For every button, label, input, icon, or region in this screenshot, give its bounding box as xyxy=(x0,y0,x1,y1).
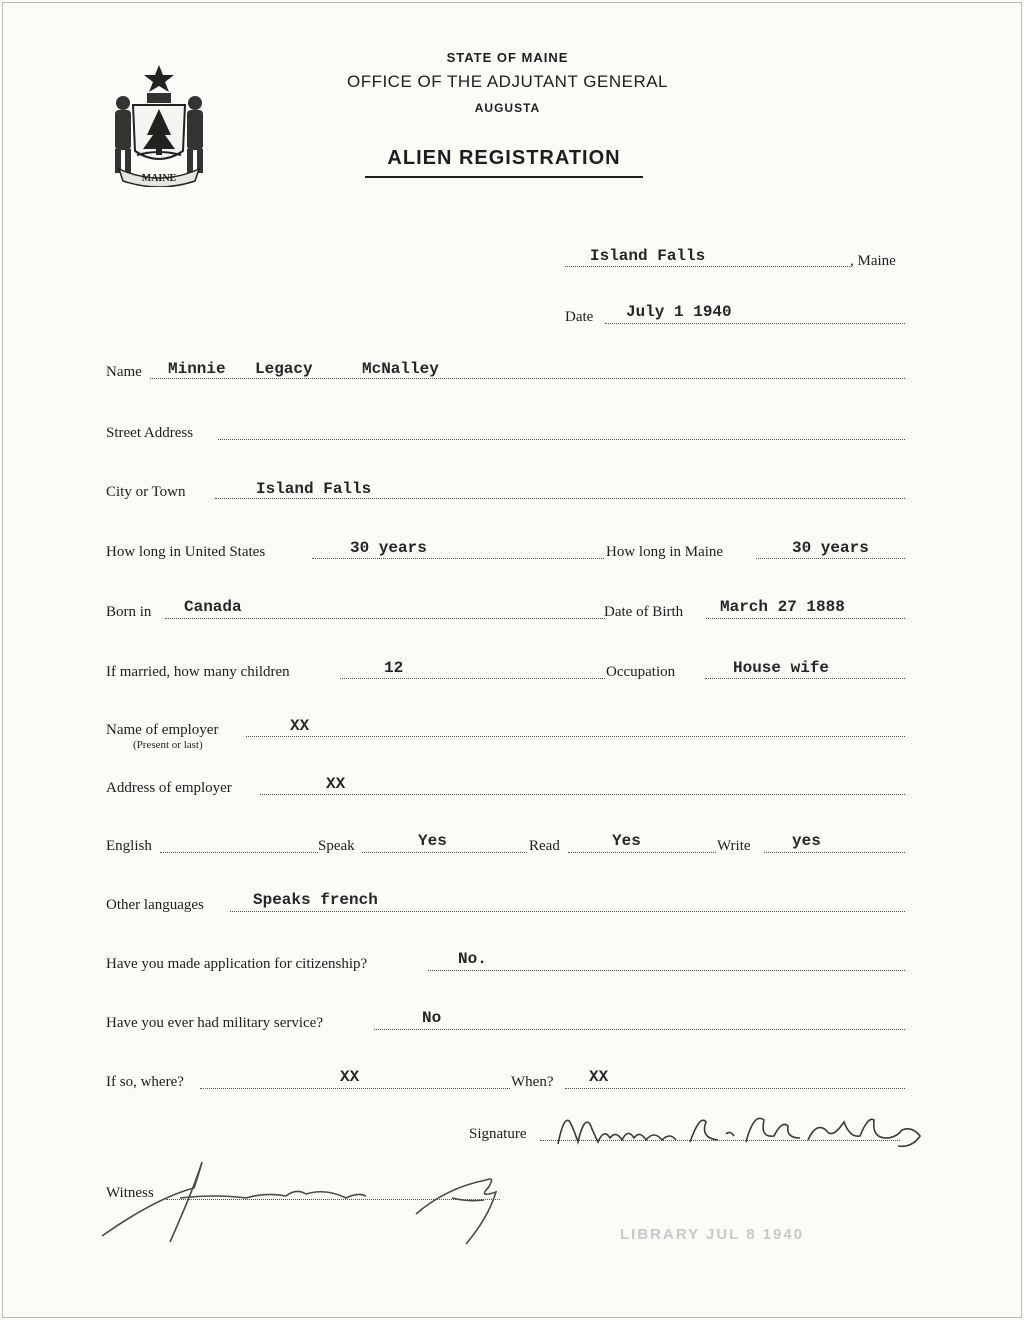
born-value: Canada xyxy=(184,598,242,616)
read-line xyxy=(568,852,716,853)
military-line xyxy=(374,1029,905,1030)
place-line xyxy=(565,266,850,267)
where-label: If so, where? xyxy=(106,1074,184,1090)
speak-value: Yes xyxy=(418,832,447,850)
children-line xyxy=(340,678,605,679)
dob-line xyxy=(706,618,905,619)
witness-label: Witness xyxy=(106,1185,154,1201)
employer-address-label: Address of employer xyxy=(106,780,232,796)
date-value: July 1 1940 xyxy=(626,303,732,321)
witness-signature-handwriting xyxy=(96,1158,516,1248)
speak-line xyxy=(362,852,527,853)
name-line xyxy=(150,378,905,379)
us-duration-line xyxy=(312,558,604,559)
born-line xyxy=(165,618,605,619)
employer-address-value: XX xyxy=(326,775,346,793)
read-label: Read xyxy=(529,838,560,854)
city-line xyxy=(215,498,905,499)
received-stamp: LIBRARY JUL 8 1940 xyxy=(620,1226,805,1243)
citizenship-label: Have you made application for citizenship? xyxy=(106,956,368,972)
date-label: Date xyxy=(565,309,594,325)
employer-sublabel: (Present or last) xyxy=(133,739,203,751)
maine-duration-label: How long in Maine xyxy=(606,544,724,560)
when-value: XX xyxy=(589,1068,609,1086)
maine-duration-line xyxy=(756,558,905,559)
seal-banner-text: MAINE xyxy=(141,173,177,184)
dob-label: Date of Birth xyxy=(604,604,684,620)
citizenship-value: No. xyxy=(458,950,487,968)
city-label: City or Town xyxy=(106,484,186,500)
where-line xyxy=(200,1088,510,1089)
write-label: Write xyxy=(717,838,751,854)
occupation-label: Occupation xyxy=(606,664,676,680)
place-suffix: , Maine xyxy=(850,253,896,269)
name-middle: Legacy xyxy=(255,360,313,378)
speak-label: Speak xyxy=(318,838,355,854)
us-duration-value: 30 years xyxy=(350,539,427,557)
seal-star xyxy=(144,65,174,92)
name-label: Name xyxy=(106,364,142,380)
maine-seal-emblem xyxy=(103,63,215,187)
employer-value: XX xyxy=(290,717,310,735)
english-label: English xyxy=(106,838,152,854)
signature-label: Signature xyxy=(469,1126,527,1142)
signature-handwriting xyxy=(550,1108,940,1152)
employer-address-line xyxy=(260,794,905,795)
maine-duration-value: 30 years xyxy=(792,539,869,557)
write-value: yes xyxy=(792,832,821,850)
write-line xyxy=(764,852,905,853)
english-line xyxy=(160,852,318,853)
us-duration-label: How long in United States xyxy=(106,544,266,560)
employer-label: Name of employer xyxy=(106,722,219,738)
occupation-value: House wife xyxy=(733,659,830,677)
name-first: Minnie xyxy=(168,360,226,378)
header-city: AUGUSTA xyxy=(474,101,541,115)
other-languages-value: Speaks french xyxy=(253,891,378,909)
military-label: Have you ever had military service? xyxy=(106,1015,323,1031)
occupation-line xyxy=(705,678,905,679)
employer-line xyxy=(246,736,905,737)
when-label: When? xyxy=(511,1074,554,1090)
where-value: XX xyxy=(340,1068,360,1086)
other-languages-line xyxy=(230,911,905,912)
born-label: Born in xyxy=(106,604,152,620)
when-line xyxy=(565,1088,905,1089)
name-last: McNalley xyxy=(362,360,439,378)
children-value: 12 xyxy=(384,659,404,677)
header-office: OFFICE OF THE ADJUTANT GENERAL xyxy=(346,72,669,91)
military-value: No xyxy=(422,1009,442,1027)
date-line xyxy=(605,323,905,324)
street-label: Street Address xyxy=(106,425,194,441)
other-languages-label: Other languages xyxy=(106,897,204,913)
children-label: If married, how many children xyxy=(106,664,290,680)
dob-value: March 27 1888 xyxy=(720,598,845,616)
form-title: ALIEN REGISTRATION xyxy=(365,147,643,178)
citizenship-line xyxy=(428,970,905,971)
header-state: STATE OF MAINE xyxy=(446,50,569,65)
place-value: Island Falls xyxy=(590,247,706,265)
read-value: Yes xyxy=(612,832,641,850)
city-value: Island Falls xyxy=(256,480,372,498)
street-line xyxy=(218,439,905,440)
